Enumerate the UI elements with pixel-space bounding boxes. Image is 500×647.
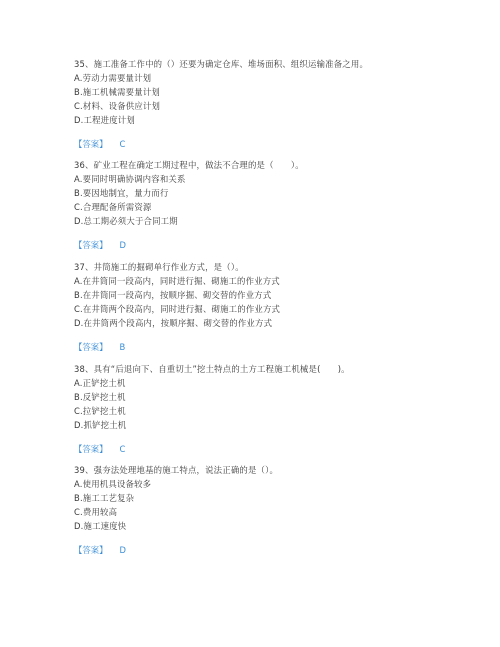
option-c: C.费用较高 [74, 507, 118, 517]
option-b: B.要因地制宜，量力而行 [74, 188, 169, 198]
answer-row [74, 340, 434, 354]
answer-label: 【答案】 [74, 444, 108, 454]
option-b: B.反铲挖土机 [74, 392, 126, 402]
question-stem: 37、井筒施工的掘砌单行作业方式，是（）。 [74, 262, 244, 272]
option-c: C.拉铲挖土机 [74, 406, 126, 416]
answer-label: 【答案】 [74, 139, 108, 149]
option-b: B.在井筒同一段高内，按顺序掘、砌交替的作业方式 [74, 290, 272, 300]
option-a: A.在井筒同一段高内，同时进行掘、砌施工的作业方式 [74, 276, 280, 286]
answer-value: D [119, 545, 126, 555]
option-a: A.正铲挖土机 [74, 378, 126, 388]
answer-row [74, 442, 434, 456]
answer-label: 【答案】 [74, 342, 108, 352]
answer-value: C [119, 444, 126, 454]
option-d: D.总工期必须大于合同工期 [74, 216, 178, 226]
answer-value: D [119, 240, 126, 250]
question-stem: 36、矿业工程在确定工期过程中，做法不合理的是（ ）。 [74, 160, 304, 170]
option-c: C.在井筒两个段高内，同时进行掘、砌施工的作业方式 [74, 304, 281, 314]
option-d: D.施工速度快 [74, 521, 127, 531]
option-d: D.抓铲挖土机 [74, 420, 127, 430]
answer-row [74, 543, 434, 557]
option-a: A.使用机具设备较多 [74, 479, 152, 489]
question-38 [74, 362, 434, 456]
question-stem: 35、施工准备工作中的（）还要为确定仓库、堆场面积、组织运输准备之用。 [74, 59, 369, 69]
option-d: D.工程进度计划 [74, 115, 135, 125]
question-35 [74, 57, 434, 151]
answer-label: 【答案】 [74, 545, 108, 555]
option-c: C.材料、设备供应计划 [74, 101, 161, 111]
answer-row [74, 238, 434, 252]
answer-label: 【答案】 [74, 240, 108, 250]
answer-row [74, 137, 434, 151]
answer-value: C [119, 139, 126, 149]
option-c: C.合理配备所需资源 [74, 202, 152, 212]
question-37 [74, 260, 434, 354]
option-a: A.劳动力需要量计划 [74, 73, 152, 83]
question-stem: 38、具有“后退向下、自重切土”挖土特点的土方工程施工机械是( )。 [74, 364, 350, 374]
question-stem: 39、强夯法处理地基的施工特点，说法正确的是（）。 [74, 465, 279, 475]
option-a: A.要同时明确协调内容和关系 [74, 174, 186, 184]
option-b: B.施工机械需要量计划 [74, 87, 160, 97]
answer-value: B [119, 342, 126, 352]
question-39 [74, 463, 434, 557]
option-d: D.在井筒两个段高内，按顺序掘、砌交替的作业方式 [74, 318, 273, 328]
question-36 [74, 158, 434, 252]
option-b: B.施工工艺复杂 [74, 493, 135, 503]
